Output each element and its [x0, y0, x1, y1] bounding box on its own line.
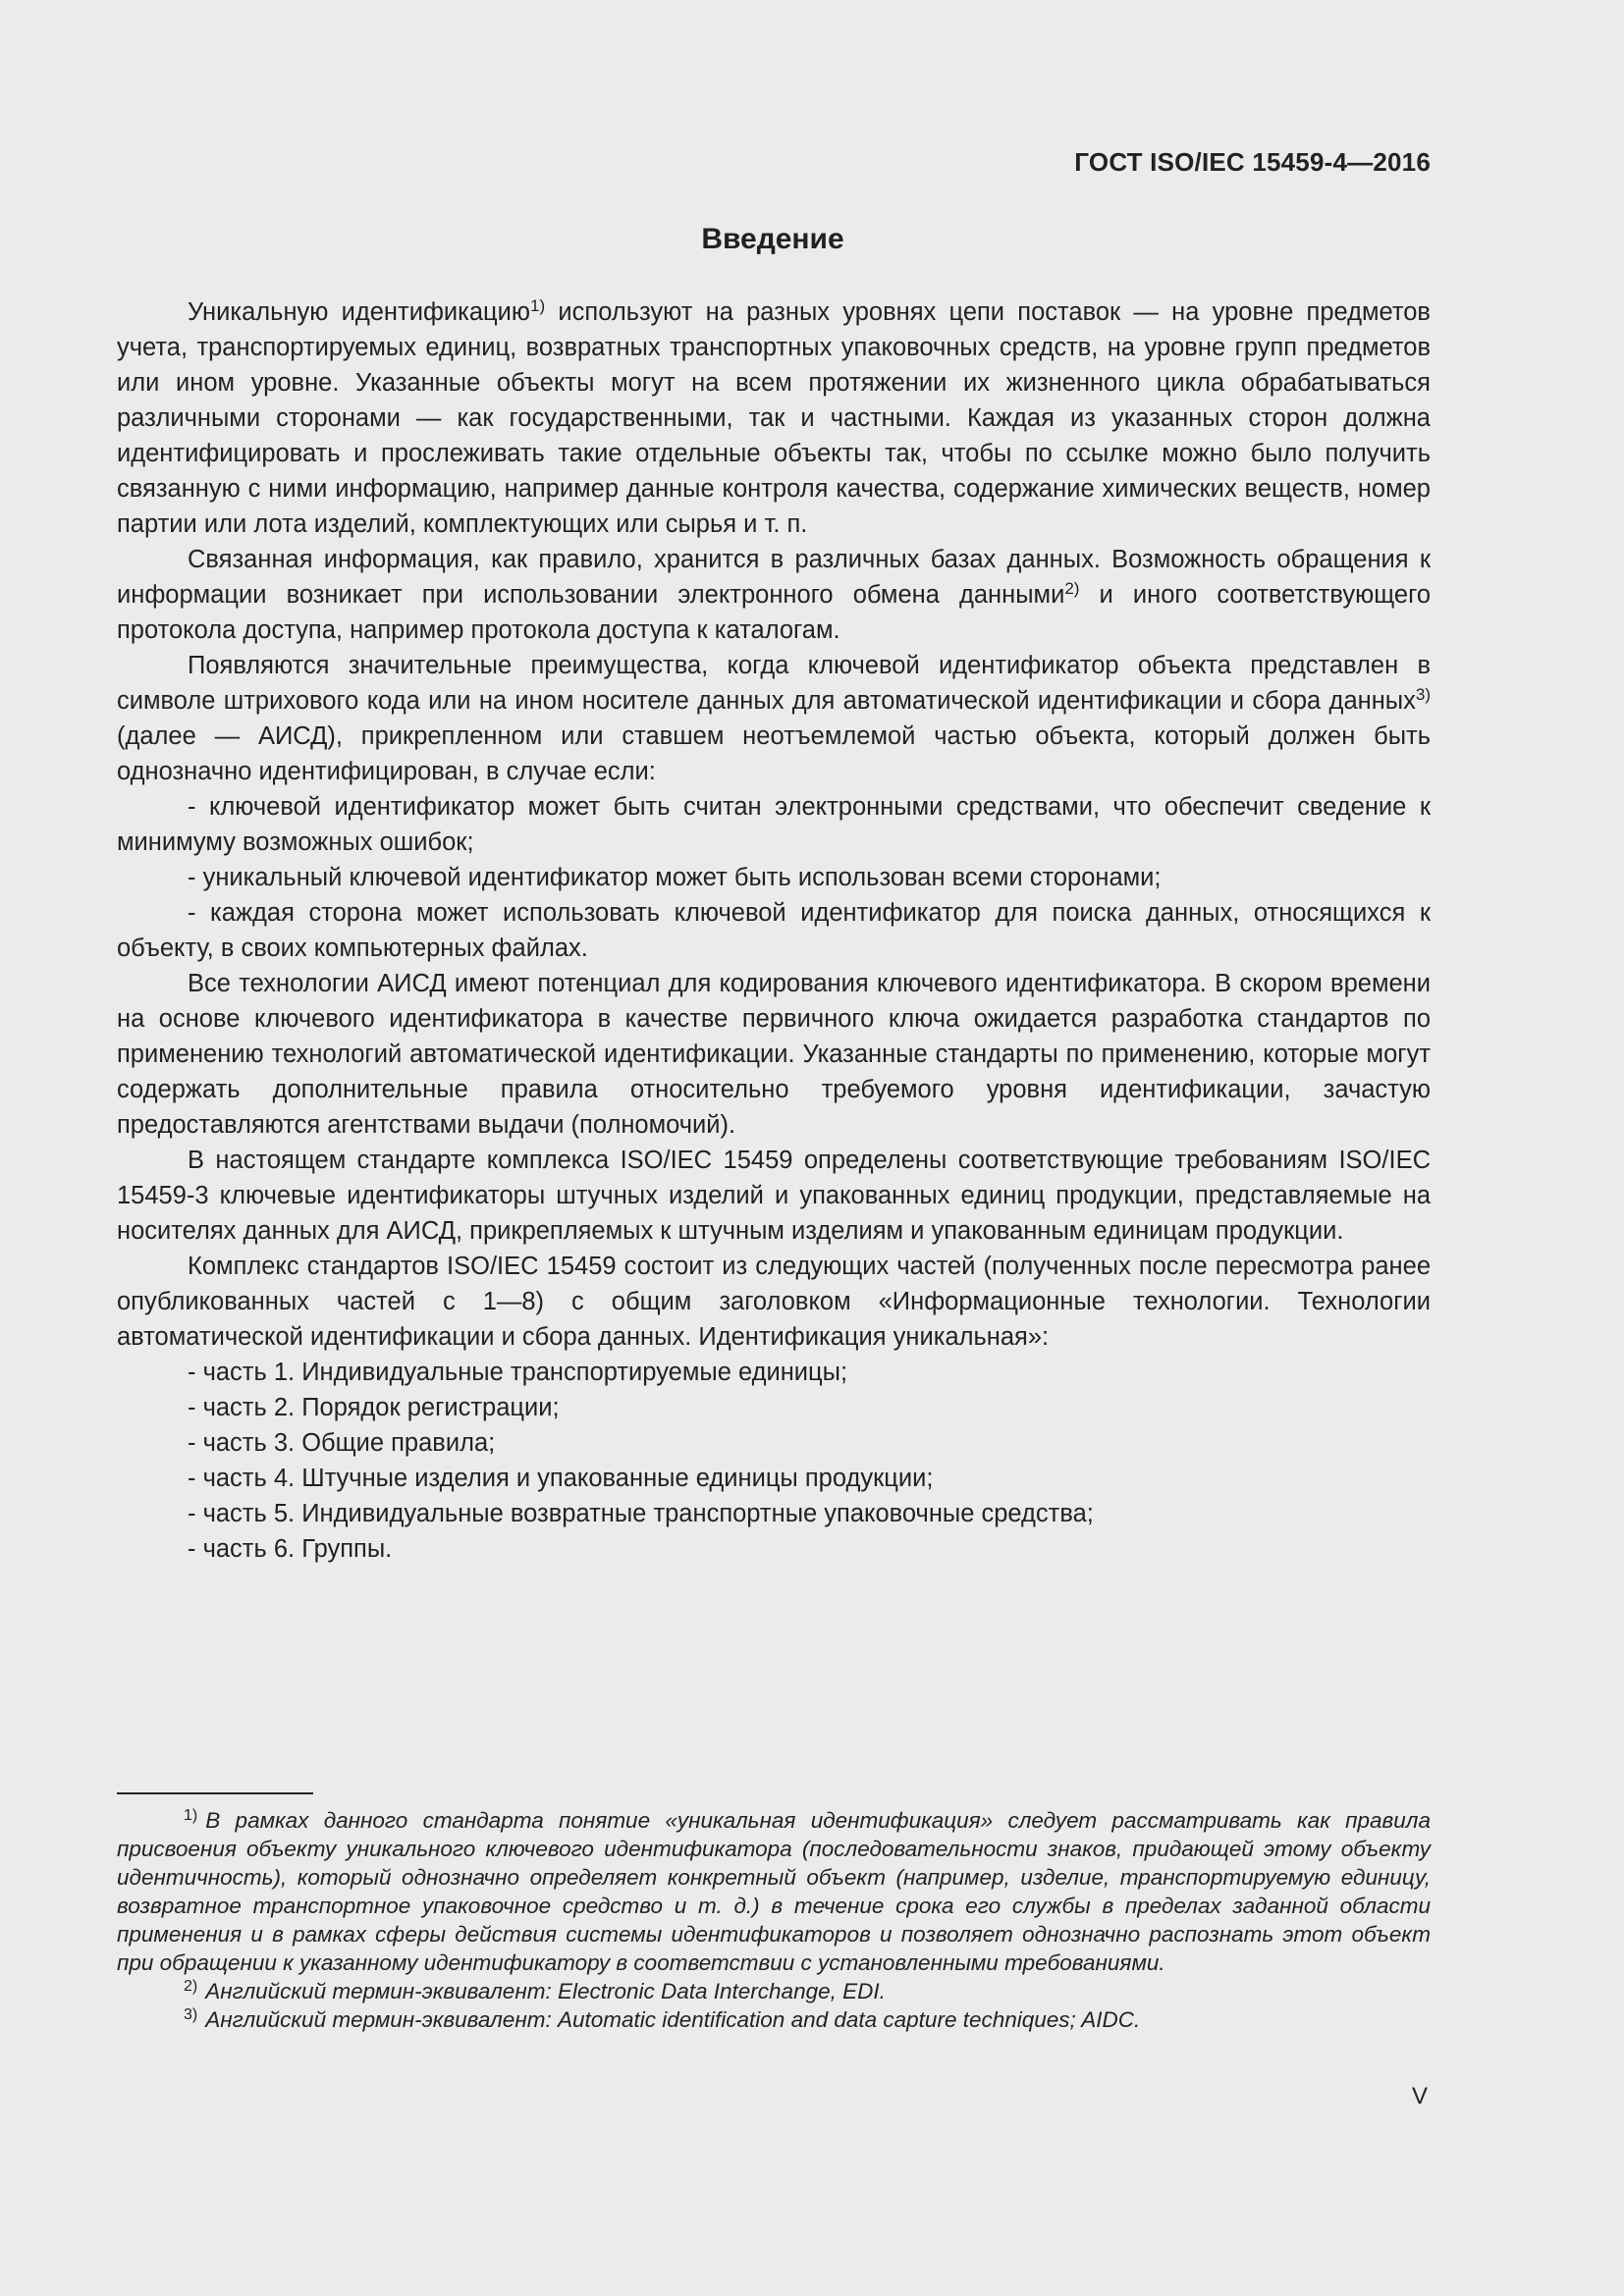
footnote-marker: 1)	[184, 1807, 198, 1824]
footnote-reference: 3)	[1415, 685, 1431, 704]
footnote-marker: 3)	[184, 2006, 198, 2023]
paragraph-related-information	[117, 542, 1431, 648]
footnote	[117, 2005, 1431, 2034]
footnotes	[117, 1806, 1431, 2034]
paragraph-unique-identification	[117, 294, 1431, 542]
section-title: Введение	[701, 223, 844, 255]
condition-list-item: - уникальный ключевой идентификатор может быть использован всеми сторонами;	[188, 864, 1162, 891]
page-number: V	[1411, 2083, 1428, 2109]
paragraph-text: и иного соответствующего протокола доступа, например протокола доступа к каталогам.	[117, 581, 1431, 644]
footnote-text: В рамках данного стандарта понятие «уникальная идентификация» следует рассматривать как правила присвоения объекту уникального ключевого идентификатора (последовательности знаков, придающей этому объекту идентичность), который однозначно определяет конкретный объект (например, изделие, транспортируемую единицу, возвратное транспортное упаковочное средство и т. д.) в течение срока его службы в пределах заданной области применения и в рамках сферы действия системы идентификаторов и позволяет однозначно распознать этот объект при обращении к указанному идентификатору в соответствии с установленными требованиями.	[117, 1808, 1431, 1975]
condition-list-item: - каждая сторона может использовать ключевой идентификатор для поиска данных, относящихся к объекту, в своих компьютерных файлах.	[117, 899, 1431, 962]
footnote-reference: 1)	[530, 296, 546, 315]
footnote	[117, 1977, 1431, 2005]
paragraph-standard-series: Комплекс стандартов ISO/IEC 15459 состоит из следующих частей (полученных после пересмотра ранее опубликованных частей с 1—8) с общим заголовком «Информационные технологии. Технологии автоматической идентификации и сбора данных. Идентификация уникальная»:	[117, 1253, 1431, 1351]
part-list-item: - часть 5. Индивидуальные возвратные транспортные упаковочные средства;	[188, 1500, 1094, 1527]
part-list-item: - часть 4. Штучные изделия и упакованные единицы продукции;	[188, 1465, 934, 1492]
introduction-body	[117, 294, 1431, 1567]
paragraph-text: Связанная информация, как правило, хранится в различных базах данных. Возможность обращения к информации возникает при использовании электронного обмена данными	[117, 546, 1431, 609]
paragraph-text: (далее — АИСД), прикрепленном или ставшем неотъемлемой частью объекта, который должен быть однозначно идентифицирован, в случае если:	[117, 722, 1431, 785]
part-list-item: - часть 1. Индивидуальные транспортируемые единицы;	[188, 1359, 848, 1386]
part-list-item: - часть 3. Общие правила;	[188, 1429, 496, 1457]
footnote-text: Английский термин-эквивалент: Automatic identification and data capture techniques; AIDC.	[205, 2007, 1141, 2032]
footnote-reference: 2)	[1064, 579, 1080, 598]
condition-list-item: - ключевой идентификатор может быть считан электронными средствами, что обеспечит сведение к минимуму возможных ошибок;	[117, 793, 1431, 856]
paragraph-text: Уникальную идентификацию	[188, 298, 531, 326]
footnote	[117, 1806, 1431, 1977]
paragraph-aidc-technologies: Все технологии АИСД имеют потенциал для кодирования ключевого идентификатора. В скором времени на основе ключевого идентификатора в качестве первичного ключа ожидается разработка стандартов по применению технологий автоматической идентификации. Указанные стандарты по применению, которые могут содержать дополнительные правила относительно требуемого уровня идентификации, зачастую предоставляются агентствами выдачи (полномочий).	[117, 970, 1431, 1139]
paragraph-text: используют на разных уровнях цепи поставок — на уровне предметов учета, транспортируемых единиц, возвратных транспортных упаковочных средств, на уровне групп предметов или ином уровне. Указанные объекты могут на всем протяжении их жизненного цикла обрабатываться различными сторонами — как государственными, так и частными. Каждая из указанных сторон должна идентифицировать и прослеживать такие отдельные объекты так, чтобы по ссылке можно было получить связанную с ними информацию, например данные контроля качества, содержание химических веществ, номер партии или лота изделий, комплектующих или сырья и т. п.	[117, 298, 1431, 538]
paragraph-advantages	[117, 648, 1431, 789]
part-list-item: - часть 6. Группы.	[188, 1535, 393, 1563]
footnote-separator	[117, 1792, 313, 1794]
paragraph-text: Появляются значительные преимущества, когда ключевой идентификатор объекта представлен в символе штрихового кода или на ином носителе данных для автоматической идентификации и сбора данных	[117, 652, 1431, 715]
paragraph-this-standard: В настоящем стандарте комплекса ISO/IEC 15459 определены соответствующие требованиям ISO/IEC 15459-3 ключевые идентификаторы штучных изделий и упакованных единиц продукции, представляемые на носителях данных для АИСД, прикрепляемых к штучным изделиям и упакованным единицам продукции.	[117, 1147, 1431, 1245]
footnote-marker: 2)	[184, 1978, 198, 1995]
footnote-text: Английский термин-эквивалент: Electronic Data Interchange, EDI.	[205, 1979, 886, 2003]
document-header-code: ГОСТ ISO/IEC 15459-4—2016	[1074, 147, 1431, 177]
part-list-item: - часть 2. Порядок регистрации;	[188, 1394, 560, 1421]
